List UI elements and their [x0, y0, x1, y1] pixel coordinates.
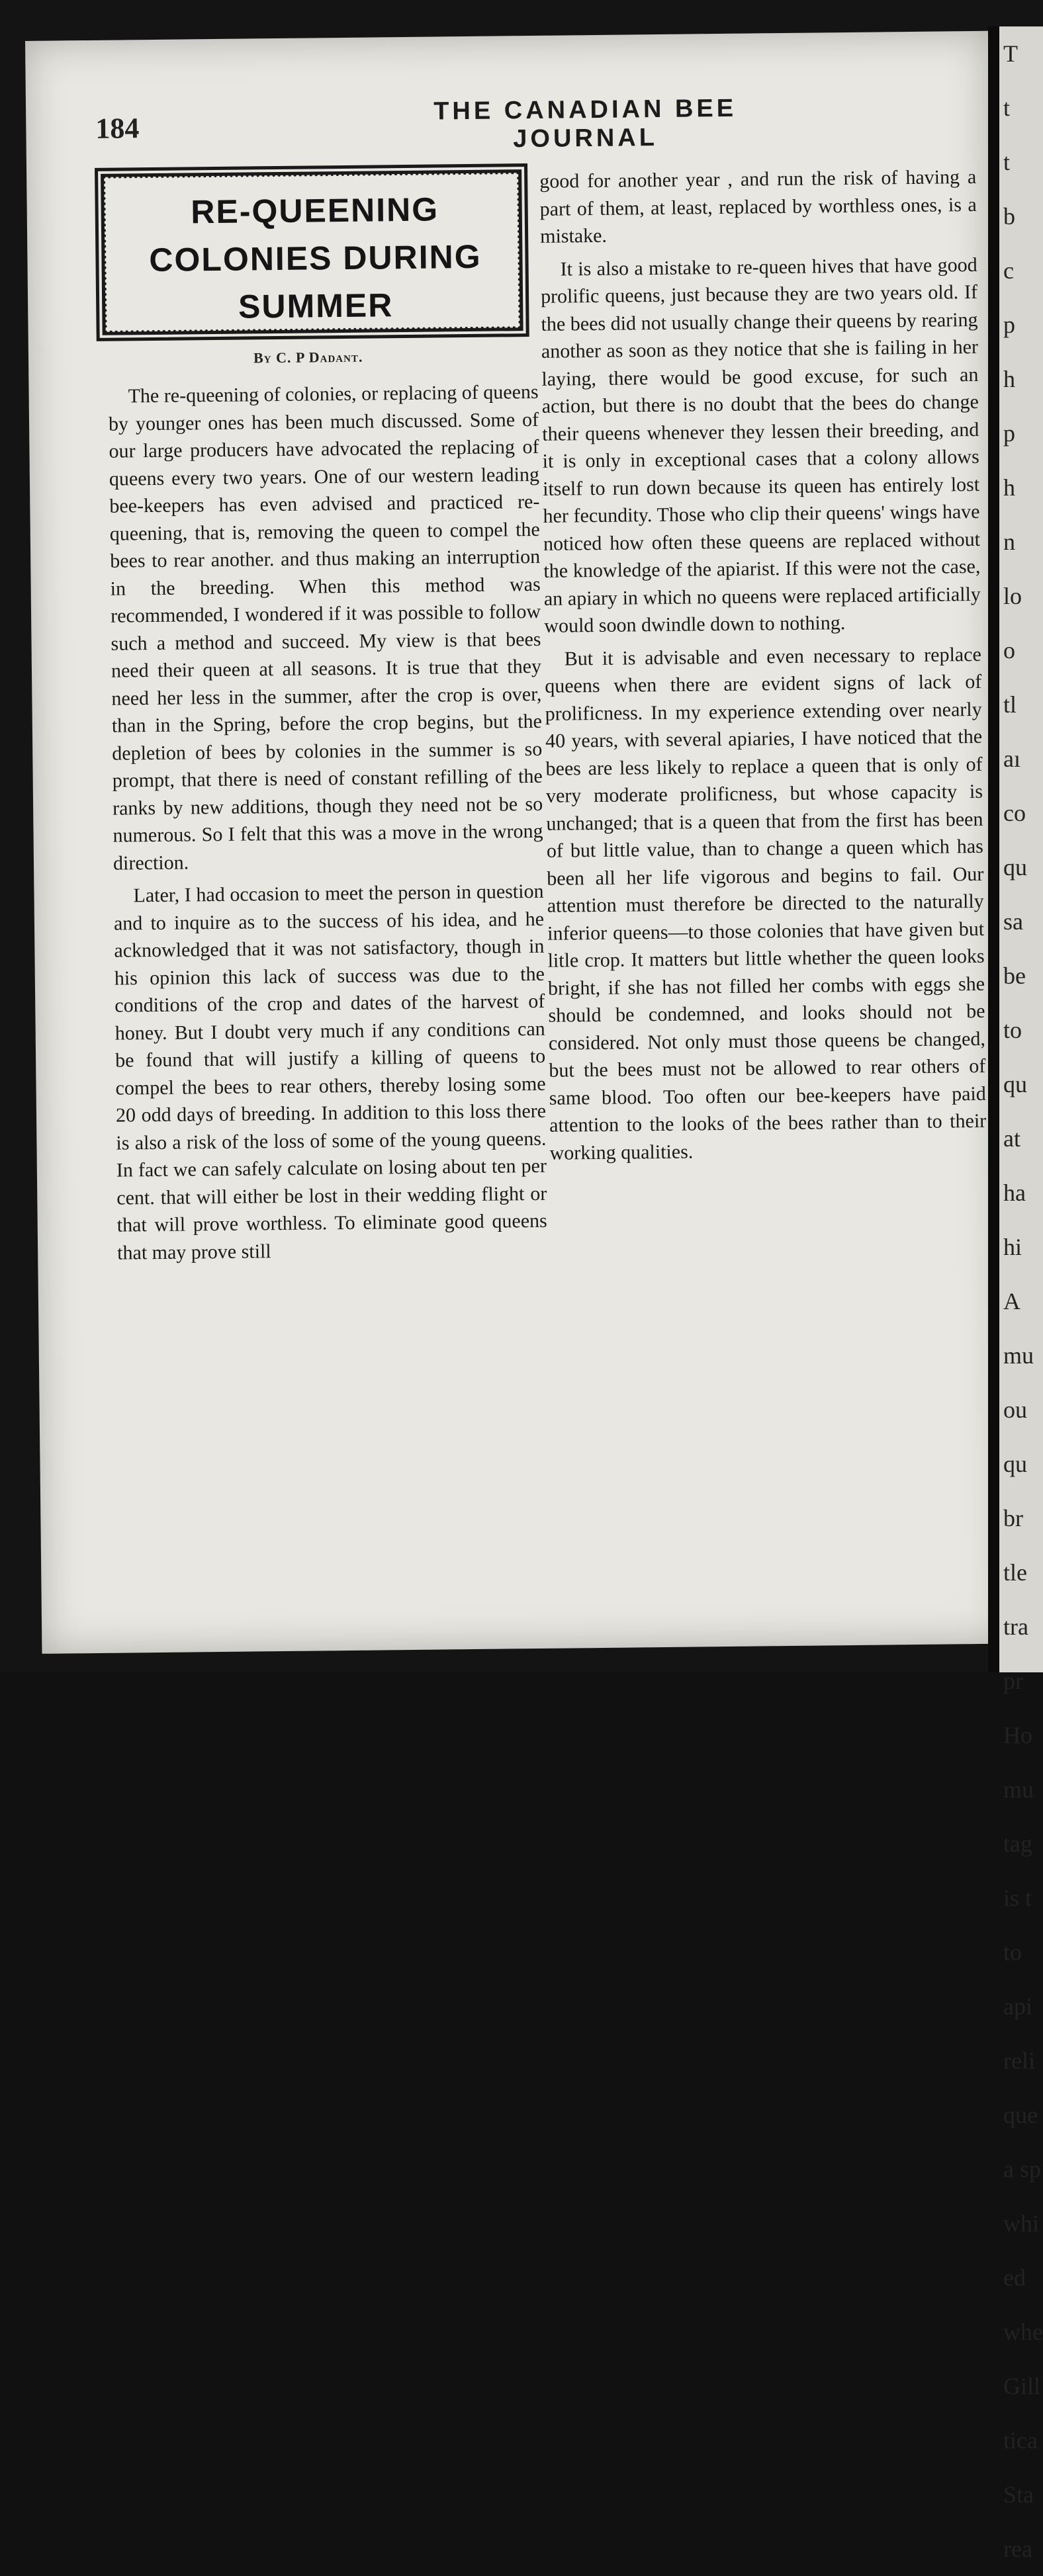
facing-page-fragment: b	[1003, 203, 1015, 230]
facing-page-fragment: tag	[1003, 1830, 1032, 1857]
paragraph: good for another year , and run the risk of having a part of them, at least, replaced by worthless ones, is a mistake.	[539, 165, 977, 247]
facing-page-fragment: to	[1003, 1017, 1022, 1043]
article-title: RE-QUEENING COLONIES DURING SUMMER	[149, 191, 482, 325]
facing-page-fragment: Sta	[1003, 2481, 1034, 2508]
paragraph: But it is advisable and even necessary to replace queens when there are evident signs of lack of prolificness. In my experience extending over nearly 40 years, with several apiaries, I have noticed that the bees are less likely to replace a queen that is only of very moderate prolificness, but whose capacity is unchanged; that is a queen that from the first has been of but little value, than to change a queen which has been all her life vigorous and begins to fail. Our attention must therefore be directed to the naturally inferior queens—to those colonies that have given but litle crop. It matters but little whether the queen looks bright, if she has not filled her combs with eggs she should be condemned, and looks should not be considered. Not only must those queens be changed, but the bees must not be allowed to rear others of same blood. Too often our bee-keepers have paid attention to the looks of the bees rather than to their working qualities.	[545, 643, 987, 1164]
facing-page-fragment: is t	[1003, 1885, 1032, 1911]
facing-page-fragment: to	[1003, 1939, 1022, 1965]
facing-page-fragment: tra	[1003, 1613, 1028, 1640]
facing-page-fragment: mu	[1003, 1342, 1034, 1369]
facing-page-fragment: p	[1003, 312, 1015, 338]
facing-page-fragment: qu	[1003, 1071, 1027, 1097]
facing-page-fragment: sa	[1003, 908, 1023, 935]
facing-page-fragment: lo	[1003, 583, 1022, 609]
facing-page-fragment: ou	[1003, 1396, 1027, 1423]
facing-page-fragment: Ho	[1003, 1722, 1032, 1748]
facing-page-fragment: tl	[1003, 691, 1017, 718]
article-byline: By C. P Dadant.	[253, 348, 363, 366]
paragraph: It is also a mistake to re-queen hives that have good prolific queens, just because they are two years old. If the bees did not usually change their queens by rearing another as soon as they notice that she is failing in her laying, there would be good excuse, for such an action, but there is no doubt that the bees do change their queens whenever they lessen their breeding, and it is only in exceptional cases that a colony allows itself to run down because its queen has entirely lost her fecundity. Those who clip their queens' wings have noticed how often these queens are replaced without the knowledge of the apiarist. If this were not the case, an apiary in which no queens were replaced artificially would soon dwindle down to nothing.	[540, 253, 981, 637]
facing-page-fragment: api	[1003, 1993, 1032, 2020]
facing-page-fragment: tle	[1003, 1559, 1027, 1586]
paragraph: The re-queening of colonies, or replacing of queens by younger ones has been much discussed. Some of our large producers have advocated the replacing of queens every two years. One of our western leading bee-keepers has even advised and practiced re-queening, that is, removing the queen to compel the bees to rear another. and thus making an interruption in the breeding. When this method was recommended, I wondered if it was possible to follow such a method and succeed. My view is that bees need their queen at all seasons. It is true that they need her less in the summer, after the crop is over, than in the Spring, before the crop begins, but the depletion of bees by colonies in the summer is so prompt, that there is need of constant refilling of the ranks by new additions, though they need not be so numerous. So I felt that this was a move in the wrong direction.	[108, 380, 543, 875]
running-head: THE CANADIAN BEE JOURNAL	[433, 94, 737, 153]
right-column	[539, 163, 987, 1172]
facing-page-fragment: h	[1003, 474, 1015, 501]
facing-page-fragment: pr	[1003, 1668, 1023, 1694]
facing-page-fragment: h	[1003, 366, 1015, 392]
facing-page-fragment: t	[1003, 95, 1011, 121]
facing-page-fragment: ha	[1003, 1180, 1026, 1206]
facing-page-fragment: ed	[1003, 2264, 1026, 2291]
facing-page-fragment: o	[1003, 637, 1015, 664]
facing-page-fragment: be	[1003, 963, 1026, 989]
facing-page-fragment: whi	[1003, 2210, 1039, 2237]
facing-page-fragment: at	[1003, 1125, 1020, 1152]
page-number: 184	[95, 112, 140, 145]
facing-page-fragment: reli	[1003, 2047, 1035, 2074]
facing-page-fragment: whe	[1003, 2319, 1043, 2345]
facing-page-fragment: mu	[1003, 1776, 1034, 1803]
facing-page-fragment: qu	[1003, 1451, 1027, 1477]
facing-page-fragment: hi	[1003, 1234, 1022, 1260]
facing-page-fragment: co	[1003, 800, 1026, 826]
journal-page	[25, 31, 1005, 1654]
book-gutter	[988, 26, 1000, 1672]
facing-page-edge	[999, 26, 1043, 2562]
facing-page-fragment: Gill	[1003, 2373, 1041, 2399]
facing-page-fragment: p	[1003, 420, 1015, 447]
facing-page-fragment: br	[1003, 1505, 1023, 1531]
facing-page-fragment: tica	[1003, 2427, 1038, 2454]
facing-page-fragment: qu	[1003, 854, 1027, 880]
facing-page-fragment: T	[1003, 40, 1018, 67]
facing-page-fragment: n	[1003, 529, 1015, 555]
facing-page-fragment: a sp	[1003, 2156, 1041, 2182]
paragraph: Later, I had occasion to meet the person in question and to inquire as to the success of his idea, and he acknowledged that it was not satisfactory, though in his opinion this lack of success was due to the conditions of the crop and dates of the harvest of honey. But I doubt very much if any conditions can be found that will justify a killing of queens to compel the bees to rear others, thereby losing some 20 odd days of breeding. In addition to this loss there is also a risk of the loss of some of the young queens. In fact we can safely calculate on losing about ten per cent. that will either be lost in their wedding flight or that will prove worthless. To eliminate good queens that may prove still	[113, 880, 547, 1264]
facing-page-fragment: rea	[1003, 2536, 1032, 2562]
facing-page-fragment: t	[1003, 149, 1011, 175]
facing-page-fragment: A	[1003, 1288, 1020, 1314]
left-column	[108, 378, 547, 1272]
facing-page-fragment: aı	[1003, 746, 1020, 772]
facing-page-fragment: c	[1003, 257, 1014, 284]
facing-page-fragment: que	[1003, 2102, 1038, 2128]
